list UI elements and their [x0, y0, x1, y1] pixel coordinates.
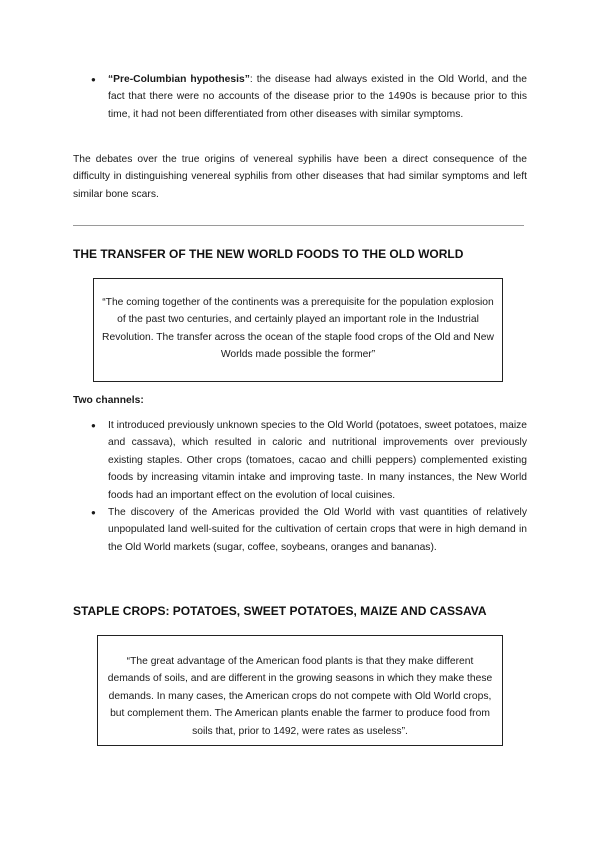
quote-box-american-plants [97, 635, 503, 746]
section-heading-staple-crops: STAPLE CROPS: POTATOES, SWEET POTATOES, MAIZE AND CASSAVA [73, 604, 487, 618]
two-channels-label: Two channels: [73, 395, 144, 406]
list-item: ● The discovery of the Americas provided the Old World with vast quantities of relatively unpopulated land well-suited for the cultivation of certain crops that were in high demand in the Old World markets (sugar, coffee, soybeans, oranges and bananas). [91, 504, 527, 556]
hypothesis-list [91, 71, 527, 123]
hypothesis-term: “Pre-Columbian hypothesis” [108, 74, 250, 85]
channels-list [91, 417, 527, 556]
syphilis-paragraph: The debates over the true origins of venereal syphilis have been a direct consequence of the difficulty in distinguishing venereal syphilis from other diseases that had similar symptoms and left similar bone scars. [73, 154, 527, 200]
section-heading-food-transfer: THE TRANSFER OF THE NEW WORLD FOODS TO THE OLD WORLD [73, 247, 464, 261]
list-item [91, 71, 527, 123]
section-divider [73, 225, 524, 226]
list-item: ● It introduced previously unknown species to the Old World (potatoes, sweet potatoes, maize and cassava), which resulted in caloric and nutritional improvements over previously existing staples. Other crops (tomatoes, cacao and chilli peppers) complemented existing foods by increasing vitamin intake and improving taste. In many instances, the New World foods had an important effect on the evolution of local cuisines. [91, 417, 527, 504]
quote-text: “The coming together of the continents was a prerequisite for the population explosion of the past two centuries, and certainly played an important role in the Industrial Revolution. The transfer across the ocean of the staple food crops of the Old and New Worlds made possible the former” [102, 297, 494, 361]
quote-text: “The great advantage of the American food plants is that they make different demands of soils, and are different in the growing seasons in which they make these demands. In many cases, the American crops do not compete with Old World crops, but complement them. The American plants enable the farmer to produce food from soils that, prior to 1492, were rates as useless”. [107, 656, 493, 737]
hypothesis-text: : the disease had always existed in the Old World, and the fact that there were no accounts of the disease prior to the 1490s is because prior to this time, it had not been differentiated from other diseases with similar symptoms. [108, 74, 528, 120]
quote-box-continents [93, 278, 503, 382]
